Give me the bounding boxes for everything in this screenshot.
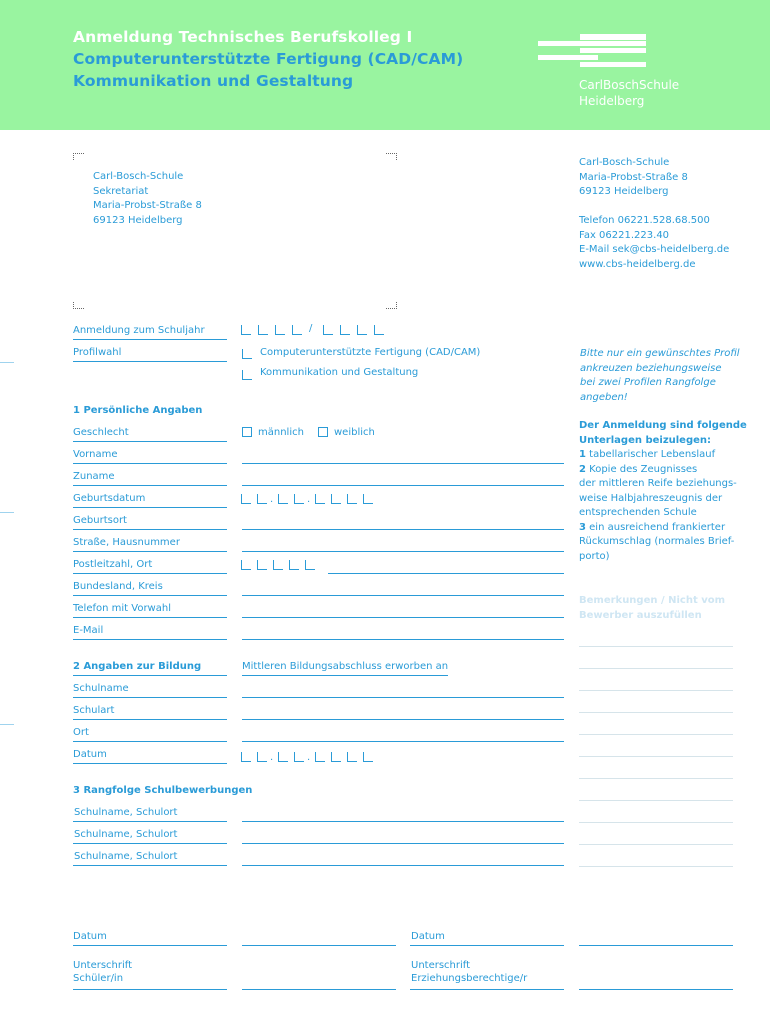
rang-3-label: Schulname, Schulort [74, 851, 178, 862]
profil-cad-checkbox[interactable] [242, 349, 252, 359]
bundesland-field[interactable] [242, 595, 564, 596]
signature-parent-label: Unterschrift Erziehungsberechtige/r [411, 960, 528, 984]
telefon-label: Telefon mit Vorwahl [73, 603, 171, 614]
remarks-line[interactable] [579, 668, 733, 669]
schul-ort-field[interactable] [242, 741, 564, 742]
signature-datum-field[interactable] [242, 945, 396, 946]
ort-field[interactable] [328, 573, 564, 574]
remarks-line[interactable] [579, 690, 733, 691]
bundesland-label: Bundesland, Kreis [73, 581, 163, 592]
schul-ort-label: Ort [73, 727, 89, 738]
geschlecht-weiblich-label: weiblich [334, 427, 375, 438]
signature-student-label: Unterschrift Schüler/in [73, 960, 133, 984]
remarks-line[interactable] [579, 646, 733, 647]
plz-ort-label: Postleitzahl, Ort [73, 559, 153, 570]
zuname-field[interactable] [242, 485, 564, 486]
rang-1-label: Schulname, Schulort [74, 807, 178, 818]
geburtsdatum-label: Geburtsdatum [73, 493, 146, 504]
window-corner-mark [73, 302, 84, 309]
profilwahl-label: Profilwahl [73, 347, 122, 358]
strasse-label: Straße, Hausnummer [73, 537, 180, 548]
vorname-field[interactable] [242, 463, 564, 464]
signature-datum-label: Datum [73, 931, 107, 942]
school-logo-icon [538, 34, 646, 68]
form-subtitle-cad-cam: Computerunterstützte Fertigung (CAD/CAM) [73, 50, 464, 68]
recipient-address: Carl-Bosch-Schule Sekretariat Maria-Probst-Straße 8 69123 Heidelberg [93, 171, 202, 226]
schulname-field[interactable] [242, 697, 564, 698]
abschluss-datum-input[interactable]: . . [241, 750, 381, 764]
schulart-label: Schulart [73, 705, 115, 716]
remarks-line[interactable] [579, 866, 733, 867]
parent-datum-label: Datum [411, 931, 445, 942]
remarks-line[interactable] [579, 734, 733, 735]
remarks-heading: Bemerkungen / Nicht vom Bewerber auszufüllen [579, 595, 726, 621]
section-2-title: 2 Angaben zur Bildung [73, 661, 202, 672]
remarks-line[interactable] [579, 822, 733, 823]
email-label: E-Mail [73, 625, 104, 636]
sender-address: Carl-Bosch-Schule Maria-Probst-Straße 8 69123 Heidelberg [579, 157, 688, 197]
remarks-line[interactable] [579, 844, 733, 845]
rang-2-field[interactable] [242, 843, 564, 844]
geschlecht-weiblich-checkbox[interactable] [318, 427, 328, 437]
window-corner-mark [386, 302, 397, 309]
fold-mark [0, 362, 14, 363]
profil-kommunikation-checkbox[interactable] [242, 370, 252, 380]
punch-mark [0, 724, 14, 725]
signature-parent-field[interactable] [579, 989, 733, 990]
strasse-field[interactable] [242, 551, 564, 552]
geburtsdatum-input[interactable]: . . [241, 492, 381, 506]
profil-cad-label: Computerunterstützte Fertigung (CAD/CAM) [260, 347, 481, 358]
email-field[interactable] [242, 639, 564, 640]
remarks-line[interactable] [579, 800, 733, 801]
schulart-field[interactable] [242, 719, 564, 720]
contact-info: Telefon 06221.528.68.500 Fax 06221.223.40 E-Mail sek@cbs-heidelberg.de www.cbs-heidelberg.de [579, 215, 730, 270]
section-3-title: 3 Rangfolge Schulbewerbungen [73, 785, 253, 796]
rang-2-label: Schulname, Schulort [74, 829, 178, 840]
parent-datum-field[interactable] [579, 945, 733, 946]
vorname-label: Vorname [73, 449, 118, 460]
remarks-line[interactable] [579, 712, 733, 713]
rang-3-field[interactable] [242, 865, 564, 866]
window-corner-mark [73, 153, 84, 160]
schuljahr-input[interactable]: / [241, 323, 391, 337]
remarks-line[interactable] [579, 778, 733, 779]
geschlecht-label: Geschlecht [73, 427, 129, 438]
zuname-label: Zuname [73, 471, 115, 482]
school-name: CarlBoschSchule [579, 78, 680, 92]
bildungsabschluss-label: Mittleren Bildungsabschluss erworben an [242, 661, 449, 672]
geburtsort-field[interactable] [242, 529, 564, 530]
profil-kommunikation-label: Kommunikation und Gestaltung [260, 367, 419, 378]
geschlecht-maennlich-label: männlich [258, 427, 304, 438]
remarks-line[interactable] [579, 756, 733, 757]
school-city: Heidelberg [579, 94, 645, 108]
postleitzahl-input[interactable] [241, 558, 327, 572]
rang-1-field[interactable] [242, 821, 564, 822]
geschlecht-maennlich-checkbox[interactable] [242, 427, 252, 437]
abschluss-datum-label: Datum [73, 749, 107, 760]
telefon-field[interactable] [242, 617, 564, 618]
form-subtitle-kommunikation: Kommunikation und Gestaltung [73, 72, 354, 90]
schulname-label: Schulname [73, 683, 129, 694]
window-corner-mark [386, 153, 397, 160]
profile-note: Bitte nur ein gewünschtes Profil ankreuzen beziehungsweise bei zwei Profilen Rangfolge angeben! [580, 348, 740, 403]
section-1-title: 1 Persönliche Angaben [73, 405, 203, 416]
schuljahr-label: Anmeldung zum Schuljahr [73, 325, 205, 336]
form-title: Anmeldung Technisches Berufskolleg I [73, 28, 413, 46]
signature-student-field[interactable] [242, 989, 396, 990]
geburtsort-label: Geburtsort [73, 515, 127, 526]
required-documents: Der Anmeldung sind folgende Unterlagen beizulegen: 1 tabellarischer Lebenslauf 2 Kopie des Zeugnisses der mittleren Reife beziehungs- weise Halbjahreszeugnis der entsprechenden Schule 3 ein ausreichend frankierter Rückumschlag (normales Brief- porto) [579, 420, 747, 562]
fold-mark [0, 512, 14, 513]
